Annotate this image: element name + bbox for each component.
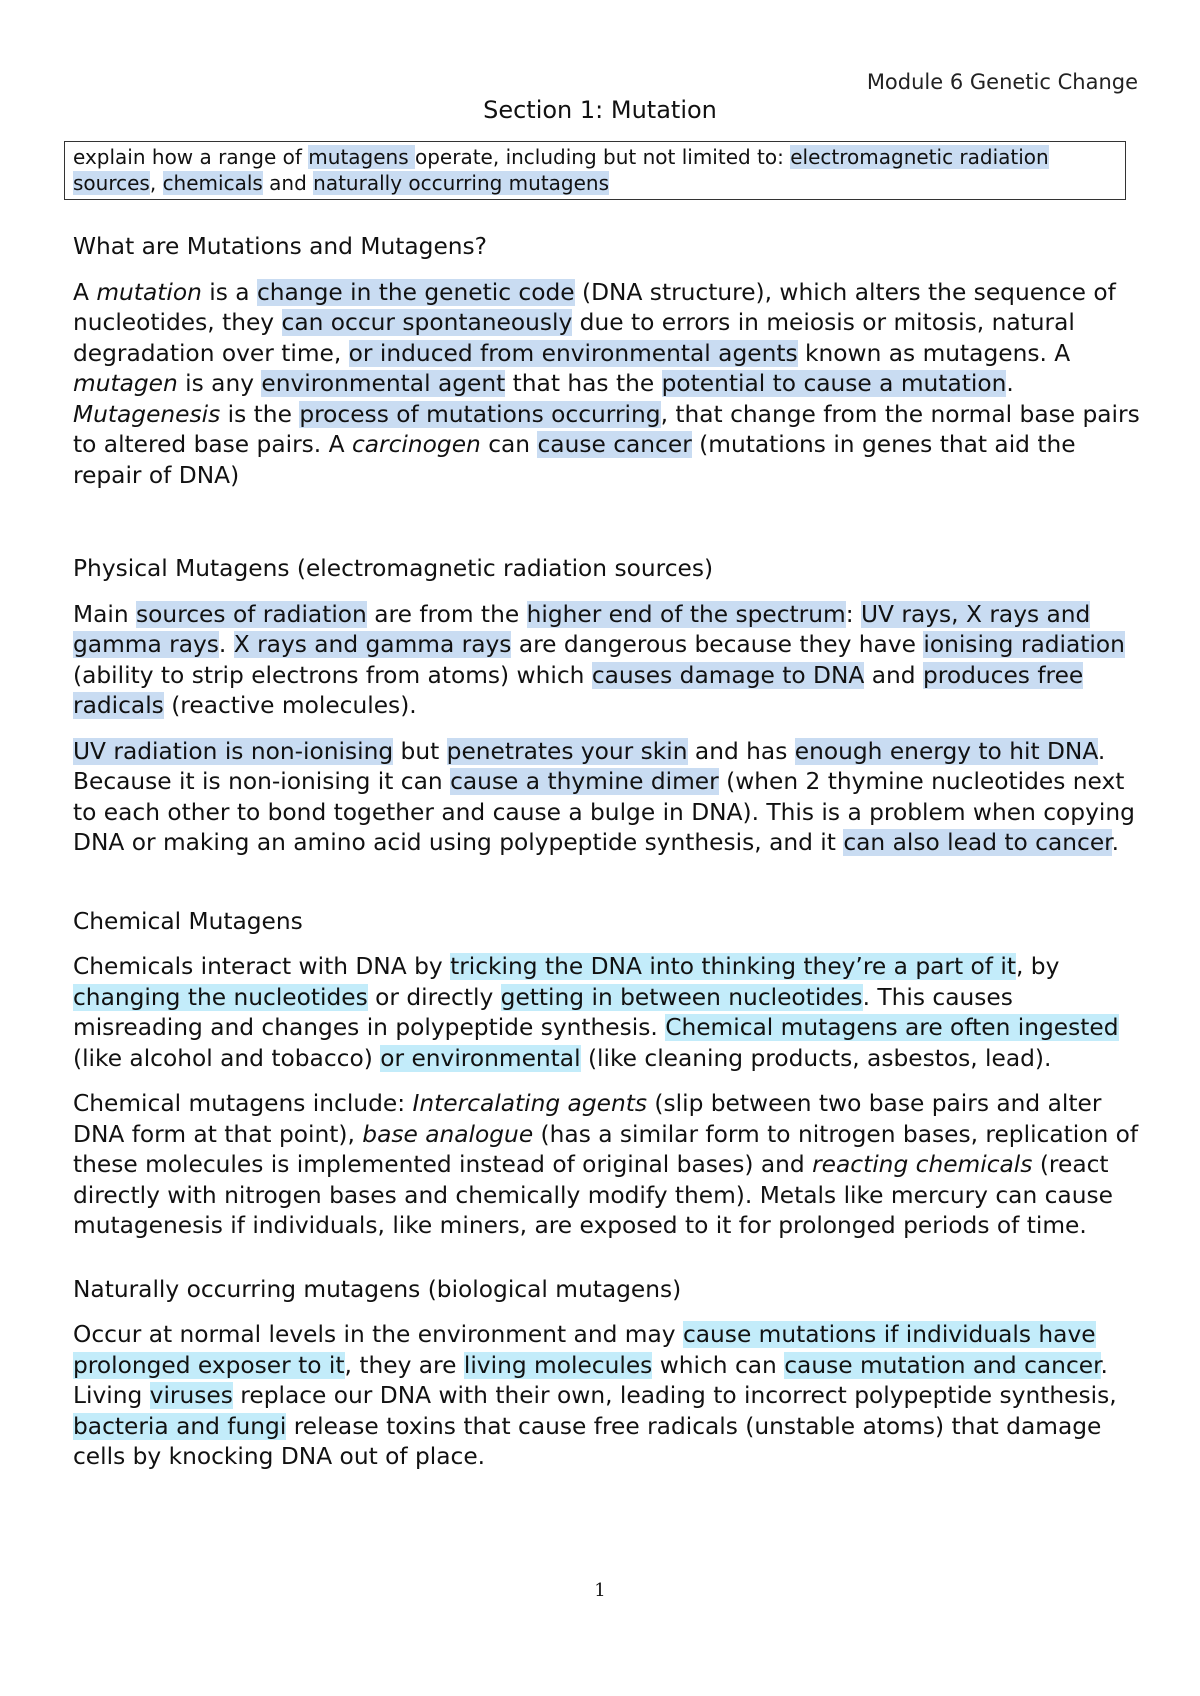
italic-term: base analogue xyxy=(362,1120,534,1148)
page-number: 1 xyxy=(594,1580,606,1601)
spacer xyxy=(73,874,1143,907)
text-run: (mutations in genes that aid the repair of DNA) xyxy=(73,431,1076,489)
text-run: due to errors in meiosis or mitosis, natural degradation over time, xyxy=(73,309,1075,367)
text-run: (DNA structure), which alters the sequence of nucleotides, they xyxy=(73,278,1116,336)
heading-chemical-mutagens: Chemical Mutagens xyxy=(73,907,303,935)
text-run: replace our DNA with their own, leading to incorrect polypeptide synthesis, xyxy=(232,1382,1117,1409)
italic-term: mutation xyxy=(96,278,202,306)
text-run: release toxins that cause free radicals (unstable atoms) that damage cells by knocking DNA out of place. xyxy=(73,1412,1102,1470)
paragraph-mutation-definition xyxy=(73,278,1143,492)
text-run: Occur at normal levels in the environment and may xyxy=(73,1321,683,1348)
text-run: . xyxy=(1006,370,1014,397)
highlight: bacteria and fungi xyxy=(73,1412,287,1440)
text-run: Chemical mutagens include: xyxy=(73,1090,413,1117)
text-run: (has a similar form to nitrogen bases, replication of these molecules is implemented instead of original bases) and xyxy=(73,1120,1139,1178)
text-run: (ability to strip electrons from atoms) which xyxy=(73,661,592,689)
paragraph-radiation-sources xyxy=(73,600,1143,722)
module-header: Module 6 Genetic Change xyxy=(866,70,1138,94)
text-run: (like cleaning products, asbestos, lead). xyxy=(580,1044,1052,1072)
paragraph-chemical-interaction xyxy=(73,952,1143,1074)
text-run: . Living xyxy=(73,1351,1108,1409)
text-run: or directly xyxy=(367,983,501,1011)
highlight: getting in between nucleotides xyxy=(500,983,863,1011)
highlight: cause cancer xyxy=(537,431,692,458)
text-run: (slip between two base pairs and alter DNA form at that point), xyxy=(73,1090,1102,1148)
text-run: and has xyxy=(687,737,795,765)
text-run: , they are xyxy=(344,1351,464,1379)
syllabus-outcome-box xyxy=(64,141,1126,200)
heading-mutations-mutagens: What are Mutations and Mutagens? xyxy=(73,233,488,260)
text-run: operate, including but not limited to: xyxy=(415,145,791,169)
italic-term: Intercalating agents xyxy=(412,1090,647,1117)
text-run: (reactive molecules). xyxy=(163,692,417,719)
text-run: can xyxy=(480,431,538,458)
highlight: UV rays, X rays and gamma rays xyxy=(73,600,1091,658)
highlight: or environmental xyxy=(380,1044,581,1072)
paragraph-uv-radiation xyxy=(73,737,1143,859)
text-run: (like alcohol and tobacco) xyxy=(73,1044,381,1072)
text-run: , xyxy=(149,171,163,195)
text-run: which can xyxy=(652,1351,785,1379)
paragraph-biological-mutagens xyxy=(73,1320,1143,1473)
highlight: ionising radiation xyxy=(923,631,1125,658)
highlight: cause mutation and cancer xyxy=(784,1351,1101,1379)
text-run: are dangerous because they have xyxy=(511,631,924,658)
text-run: Main xyxy=(73,600,137,628)
text-run: . xyxy=(218,631,234,658)
text-run: is a xyxy=(201,278,257,306)
text-run: is any xyxy=(177,370,262,397)
document-body xyxy=(73,232,1143,1488)
italic-term: mutagen xyxy=(73,370,178,397)
highlight: changing the nucleotides xyxy=(73,983,368,1011)
highlight: mutagens xyxy=(308,145,415,169)
highlight: process of mutations occurring xyxy=(299,400,661,428)
text-run: are from the xyxy=(366,600,527,628)
highlight: potential to cause a mutation xyxy=(661,370,1007,397)
text-run: , by xyxy=(1015,953,1060,980)
highlight: or induced from environmental agents xyxy=(348,339,798,367)
italic-term: reacting chemicals xyxy=(812,1151,1033,1178)
text-run: and xyxy=(262,171,314,195)
text-run: known as mutagens. A xyxy=(797,339,1071,367)
highlight: change in the genetic code xyxy=(256,278,575,306)
highlight: enough energy to hit DNA xyxy=(794,737,1098,765)
text-run: A xyxy=(73,278,97,306)
highlight: Chemical mutagens are often ingested xyxy=(665,1014,1119,1041)
highlight: higher end of the spectrum xyxy=(526,600,846,628)
spacer xyxy=(73,1257,1143,1275)
section-title: Section 1: Mutation xyxy=(483,96,717,124)
text-run: . xyxy=(1111,829,1120,856)
spacer xyxy=(73,506,1143,554)
text-run: explain how a range of xyxy=(73,145,309,169)
highlight: cause a thymine dimer xyxy=(450,768,719,795)
highlight: can also lead to cancer xyxy=(843,829,1112,856)
text-run: (when 2 thymine nucleotides next to each other to bond together and cause a bulge in DNA). This is a problem when copying DNA or making an amino acid using polypeptide synthesis, and it xyxy=(73,768,1135,856)
highlight: tricking the DNA into thinking they’re a part of it xyxy=(450,953,1016,980)
text-run: . This causes misreading and changes in polypeptide synthesis. xyxy=(73,983,1013,1041)
heading-natural-mutagens: Naturally occurring mutagens (biological mutagens) xyxy=(73,1275,682,1303)
highlight: sources of radiation xyxy=(136,600,367,628)
highlight: X rays and gamma rays xyxy=(233,631,512,658)
text-run: . Because it is non-ionising it can xyxy=(73,737,1106,795)
text-run: , that change from the normal base pairs to altered base pairs. A xyxy=(73,400,1140,458)
highlight: produces free radicals xyxy=(73,661,1084,719)
highlight: electromagnetic radiation sources xyxy=(73,145,1049,195)
text-run: is the xyxy=(220,400,300,428)
italic-term: carcinogen xyxy=(351,431,481,458)
text-run: that has the xyxy=(505,370,662,397)
highlight: UV radiation is non-ionising xyxy=(73,737,394,765)
text-run: Chemicals interact with DNA by xyxy=(73,953,451,980)
italic-term: Mutagenesis xyxy=(73,400,221,428)
text-run: and xyxy=(864,661,923,689)
highlight: viruses xyxy=(149,1382,233,1409)
highlight: can occur spontaneously xyxy=(281,309,573,336)
heading-physical-mutagens: Physical Mutagens (electromagnetic radiation sources) xyxy=(73,555,714,582)
text-run: but xyxy=(393,737,447,765)
highlight: causes damage to DNA xyxy=(591,661,865,689)
highlight: penetrates your skin xyxy=(446,737,688,765)
highlight: environmental agent xyxy=(261,370,506,397)
highlight: living molecules xyxy=(463,1351,653,1379)
highlight: naturally occurring mutagens xyxy=(313,171,610,195)
highlight: chemicals xyxy=(162,171,263,195)
text-run: (react directly with nitrogen bases and chemically modify them). Metals like mercury can cause mutagenesis if individuals, like miners, are exposed to it for prolonged periods of time. xyxy=(73,1151,1113,1239)
paragraph-chemical-types xyxy=(73,1089,1143,1242)
text-run: : xyxy=(845,600,861,628)
highlight: cause mutations if individuals have prolonged exposer to it xyxy=(73,1321,1096,1379)
